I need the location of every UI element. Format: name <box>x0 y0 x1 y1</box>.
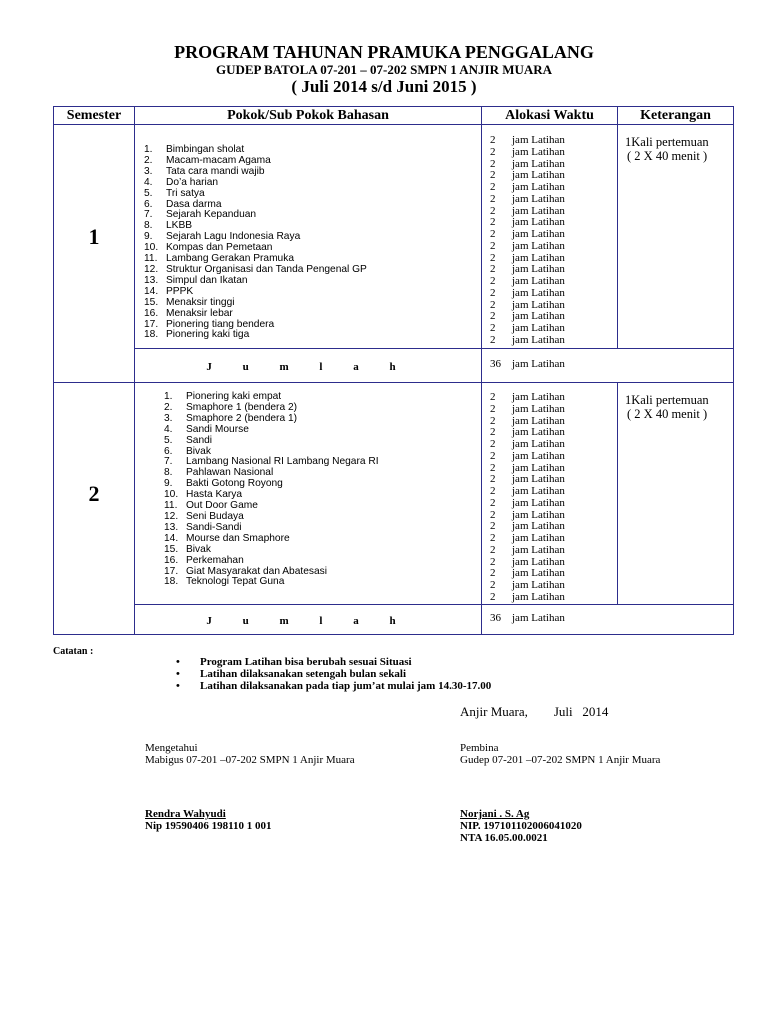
allocation-unit: jam Latihan <box>512 496 565 509</box>
topic-number: 16. <box>144 307 159 319</box>
note-item <box>170 656 491 668</box>
semester-2-total-label: J u m l a h <box>135 605 482 635</box>
allocation-item <box>482 392 617 404</box>
note-text: Latihan dilaksanakan pada tiap jum’at mulai jam 14.30-17.00 <box>200 680 492 692</box>
allocation-hours: 2 <box>490 275 496 287</box>
place-date: Anjir Muara, Juli 2014 <box>460 704 609 719</box>
allocation-hours: 2 <box>490 251 496 264</box>
allocation-unit: jam Latihan <box>512 228 565 240</box>
allocation-unit: jam Latihan <box>512 134 565 146</box>
total-unit: jam Latihan <box>512 612 565 624</box>
allocation-item <box>482 580 617 592</box>
topic-text: LKBB <box>166 220 193 232</box>
semester-2-allocations <box>482 383 618 605</box>
topic-item <box>164 425 481 436</box>
topic-number: 5. <box>144 187 153 199</box>
topic-number: 10. <box>164 489 179 501</box>
total-unit: jam Latihan <box>512 358 565 370</box>
allocation-hours: 2 <box>490 520 496 533</box>
semester-1-number: 1 <box>54 125 135 349</box>
allocation-item <box>482 229 617 241</box>
topic-item <box>164 534 481 545</box>
topic-text: Bivak <box>186 543 211 555</box>
allocation-item <box>482 486 617 498</box>
topic-number: 8. <box>164 467 173 479</box>
allocation-unit: jam Latihan <box>512 169 565 182</box>
col-header-semester: Semester <box>54 107 135 125</box>
topic-number: 12. <box>144 263 159 275</box>
allocation-unit: jam Latihan <box>512 555 565 568</box>
allocation-hours: 2 <box>490 414 496 427</box>
topic-item <box>144 210 481 221</box>
bullet-icon: • <box>176 680 180 692</box>
allocation-list <box>482 383 617 604</box>
topic-number: 5. <box>164 434 173 446</box>
topic-text: Simpul dan Ikatan <box>166 274 248 286</box>
topic-number: 6. <box>144 198 153 210</box>
topic-number: 13. <box>164 521 179 533</box>
document-subtitle: GUDEP BATOLA 07-201 – 07-202 SMPN 1 ANJIR MUARA <box>215 62 553 77</box>
allocation-hours: 2 <box>490 508 496 521</box>
allocation-hours: 2 <box>490 473 496 486</box>
topic-text: Seni Budaya <box>186 510 244 522</box>
allocation-hours: 2 <box>490 204 496 217</box>
allocation-unit: jam Latihan <box>512 239 565 252</box>
topic-text: Smaphore 2 (bendera 1) <box>186 412 297 424</box>
allocation-unit: jam Latihan <box>512 508 565 521</box>
allocation-item <box>482 241 617 253</box>
allocation-unit: jam Latihan <box>512 473 565 486</box>
allocation-hours: 2 <box>490 496 496 509</box>
signature-role: Pembina <box>460 742 499 754</box>
semester-2-spacer <box>54 605 135 635</box>
semester-1-spacer <box>54 349 135 383</box>
allocation-unit: jam Latihan <box>512 310 565 323</box>
topic-number: 18. <box>164 576 179 588</box>
topic-number: 6. <box>164 445 173 457</box>
semester-2-row <box>54 383 734 605</box>
allocation-unit: jam Latihan <box>512 438 565 450</box>
allocation-item <box>482 498 617 510</box>
allocation-hours: 2 <box>490 333 496 346</box>
topic-text: Smaphore 1 (bendera 2) <box>186 401 297 413</box>
topic-text: Tata cara mandi wajib <box>166 165 265 177</box>
allocation-item <box>482 439 617 451</box>
bullet-icon: • <box>176 668 180 680</box>
note-text: Latihan dilaksanakan setengah bulan sekali <box>200 668 407 680</box>
allocation-hours: 2 <box>490 145 496 158</box>
topic-number: 18. <box>144 329 159 341</box>
signature-id: NIP. 197101102006041020 <box>460 820 582 832</box>
allocation-list <box>482 125 617 347</box>
allocation-unit: jam Latihan <box>512 590 565 603</box>
topic-text: Perkemahan <box>186 554 244 566</box>
note-item <box>170 680 491 692</box>
allocation-item <box>482 182 617 194</box>
signature-title: Mabigus 07-201 –07-202 SMPN 1 Anjir Muara <box>145 754 355 766</box>
total-value: 36 <box>490 358 501 370</box>
topic-text: Dasa darma <box>166 198 222 210</box>
allocation-hours: 2 <box>490 216 496 229</box>
topic-text: Pionering kaki tiga <box>166 329 250 341</box>
allocation-hours: 2 <box>490 157 496 170</box>
allocation-item <box>482 276 617 288</box>
bullet-icon: • <box>176 656 180 668</box>
allocation-unit: jam Latihan <box>512 216 565 229</box>
topic-text: Sandi-Sandi <box>186 521 242 533</box>
semester-1-total <box>482 349 734 383</box>
allocation-unit: jam Latihan <box>512 192 565 205</box>
allocation-item <box>482 335 617 347</box>
topic-text: Hasta Karya <box>186 489 243 501</box>
topic-text: Sandi <box>186 434 213 446</box>
semester-2-notes <box>618 383 734 605</box>
allocation-item <box>482 451 617 463</box>
signature-role: Mengetahui <box>145 742 198 754</box>
topic-item <box>144 178 481 189</box>
topic-text: PPPK <box>166 285 194 297</box>
allocation-hours: 2 <box>490 298 496 311</box>
signature-right <box>460 742 660 844</box>
allocation-item <box>482 288 617 300</box>
semester-2-total <box>482 605 734 635</box>
allocation-unit: jam Latihan <box>512 263 565 276</box>
topic-number: 7. <box>144 209 153 221</box>
allocation-unit: jam Latihan <box>512 204 565 217</box>
note-text: Program Latihan bisa berubah sesuai Situasi <box>200 656 412 668</box>
topic-item <box>164 577 481 588</box>
topic-text: Sejarah Lagu Indonesia Raya <box>166 231 301 243</box>
allocation-unit: jam Latihan <box>512 426 565 439</box>
total-value: 36 <box>490 612 501 624</box>
topic-text: Menaksir lebar <box>166 307 233 319</box>
allocation-hours: 2 <box>490 567 496 580</box>
topic-text: Kompas dan Pemetaan <box>166 242 273 254</box>
topic-number: 17. <box>144 318 159 330</box>
topic-number: 14. <box>144 285 159 297</box>
notes-list <box>170 656 491 692</box>
signature-nta: NTA 16.05.00.0021 <box>460 832 548 844</box>
allocation-unit: jam Latihan <box>512 298 565 311</box>
topic-number: 4. <box>164 423 173 435</box>
topic-text: Bivak <box>186 445 211 457</box>
topic-number: 10. <box>144 242 159 254</box>
allocation-item <box>482 592 617 604</box>
topic-text: Sejarah Kepanduan <box>166 209 257 221</box>
topic-number: 1. <box>144 144 153 155</box>
allocation-item <box>482 404 617 416</box>
semester-1-allocations <box>482 125 618 349</box>
topic-number: 4. <box>144 176 153 188</box>
allocation-hours: 2 <box>490 590 496 603</box>
topic-item <box>164 545 481 556</box>
allocation-hours: 2 <box>490 239 496 252</box>
allocation-unit: jam Latihan <box>512 485 565 497</box>
semester-1-row <box>54 125 734 349</box>
allocation-item <box>482 194 617 206</box>
topic-text: Tri satya <box>166 187 205 199</box>
topic-text: Lambang Nasional RI Lambang Negara RI <box>186 456 379 468</box>
allocation-hours: 2 <box>490 322 496 334</box>
allocation-unit: jam Latihan <box>512 181 565 193</box>
allocation-hours: 2 <box>490 286 496 299</box>
program-table <box>53 106 734 635</box>
topic-text: Bimbingan sholat <box>166 144 245 155</box>
allocation-unit: jam Latihan <box>512 532 565 544</box>
topic-list <box>135 125 481 341</box>
note-duration: ( 2 X 40 menit ) <box>627 149 708 163</box>
signature-title: Gudep 07-201 –07-202 SMPN 1 Anjir Muara <box>460 754 661 766</box>
allocation-unit: jam Latihan <box>512 322 565 334</box>
topic-text: Sandi Mourse <box>186 423 249 435</box>
signature-id: Nip 19590406 198110 1 001 <box>145 820 272 832</box>
topic-text: Do’a harian <box>166 176 219 188</box>
topic-text: Teknologi Tepat Guna <box>186 576 285 588</box>
topic-text: Menaksir tinggi <box>166 296 235 308</box>
topic-text: Macam-macam Agama <box>166 154 271 166</box>
allocation-unit: jam Latihan <box>512 157 565 170</box>
allocation-unit: jam Latihan <box>512 286 565 299</box>
allocation-unit: jam Latihan <box>512 414 565 427</box>
table-header-row <box>54 107 734 125</box>
topic-item <box>144 189 481 200</box>
allocation-item <box>482 533 617 545</box>
allocation-hours: 2 <box>490 485 496 497</box>
topic-number: 17. <box>164 565 179 577</box>
topic-text: Pionering tiang bendera <box>166 318 275 330</box>
topic-number: 8. <box>144 220 153 232</box>
topic-number: 9. <box>164 478 173 490</box>
semester-1-notes <box>618 125 734 349</box>
allocation-hours: 2 <box>490 263 496 276</box>
allocation-unit: jam Latihan <box>512 251 565 264</box>
allocation-hours: 2 <box>490 426 496 439</box>
allocation-item <box>482 135 617 147</box>
allocation-unit: jam Latihan <box>512 520 565 533</box>
allocation-hours: 2 <box>490 449 496 462</box>
semester-2-total-row <box>54 605 734 635</box>
topic-text: Giat Masyarakat dan Abatesasi <box>186 565 328 577</box>
topic-text: Bakti Gotong Royong <box>186 478 283 490</box>
allocation-hours: 2 <box>490 532 496 544</box>
note-duration: ( 2 X 40 menit ) <box>627 407 708 421</box>
allocation-hours: 2 <box>490 228 496 240</box>
allocation-hours: 2 <box>490 391 496 403</box>
allocation-hours: 2 <box>490 543 496 556</box>
allocation-unit: jam Latihan <box>512 402 565 415</box>
allocation-hours: 2 <box>490 438 496 450</box>
topic-number: 2. <box>164 401 173 413</box>
topic-number: 3. <box>164 412 173 424</box>
allocation-hours: 2 <box>490 579 496 591</box>
signature-name: Norjani . S. Ag <box>460 808 530 820</box>
topic-item <box>144 298 481 309</box>
topic-number: 16. <box>164 554 179 566</box>
semester-2-number: 2 <box>54 383 135 605</box>
allocation-item <box>482 323 617 335</box>
semester-1-total-row <box>54 349 734 383</box>
topic-item <box>164 556 481 567</box>
topic-text: Lambang Gerakan Pramuka <box>166 253 294 265</box>
topic-number: 15. <box>144 296 159 308</box>
allocation-hours: 2 <box>490 181 496 193</box>
allocation-item <box>482 545 617 557</box>
allocation-unit: jam Latihan <box>512 333 565 346</box>
document-period: ( Juli 2014 s/d Juni 2015 ) <box>291 77 477 96</box>
note-meeting: 1Kali pertemuan <box>625 135 709 149</box>
semester-2-topics <box>135 383 482 605</box>
topic-text: Out Door Game <box>186 500 258 512</box>
allocation-unit: jam Latihan <box>512 391 565 403</box>
topic-number: 9. <box>144 231 153 243</box>
topic-item <box>144 276 481 287</box>
allocation-unit: jam Latihan <box>512 567 565 580</box>
topic-item <box>164 436 481 447</box>
allocation-hours: 2 <box>490 169 496 182</box>
topic-text: Pionering kaki empat <box>186 391 282 402</box>
document-title: PROGRAM TAHUNAN PRAMUKA PENGGALANG <box>174 42 594 62</box>
topic-text: Mourse dan Smaphore <box>186 532 290 544</box>
topic-number: 7. <box>164 456 173 468</box>
allocation-unit: jam Latihan <box>512 543 565 556</box>
allocation-hours: 2 <box>490 192 496 205</box>
allocation-unit: jam Latihan <box>512 145 565 158</box>
signature-left <box>145 742 355 832</box>
semester-1-topics <box>135 125 482 349</box>
allocation-unit: jam Latihan <box>512 275 565 287</box>
topic-number: 11. <box>164 500 178 512</box>
topic-number: 13. <box>144 274 159 286</box>
note-item <box>170 668 491 680</box>
allocation-hours: 2 <box>490 134 496 146</box>
note-meeting: 1Kali pertemuan <box>625 393 709 407</box>
semester-1-total-label: J u m l a h <box>135 349 482 383</box>
topic-text: Pahlawan Nasional <box>186 467 274 479</box>
signature-name: Rendra Wahyudi <box>145 808 226 820</box>
topic-number: 2. <box>144 154 153 166</box>
allocation-hours: 2 <box>490 402 496 415</box>
topic-number: 11. <box>144 253 158 265</box>
topic-number: 12. <box>164 510 179 522</box>
topic-number: 15. <box>164 543 179 555</box>
allocation-item <box>482 147 617 159</box>
topic-item <box>144 330 481 341</box>
allocation-hours: 2 <box>490 310 496 323</box>
topic-number: 14. <box>164 532 179 544</box>
topic-list <box>135 383 481 588</box>
topic-text: Struktur Organisasi dan Tanda Pengenal GP <box>166 263 367 275</box>
topic-item <box>144 309 481 320</box>
allocation-hours: 2 <box>490 555 496 568</box>
notes-label: Catatan : <box>53 646 94 657</box>
topic-number: 3. <box>144 165 153 177</box>
col-header-notes: Keterangan <box>618 107 734 125</box>
col-header-topics: Pokok/Sub Pokok Bahasan <box>135 107 482 125</box>
col-header-allocation: Alokasi Waktu <box>482 107 618 125</box>
allocation-unit: jam Latihan <box>512 449 565 462</box>
topic-number: 1. <box>164 391 173 402</box>
allocation-unit: jam Latihan <box>512 461 565 474</box>
allocation-hours: 2 <box>490 461 496 474</box>
allocation-unit: jam Latihan <box>512 579 565 591</box>
